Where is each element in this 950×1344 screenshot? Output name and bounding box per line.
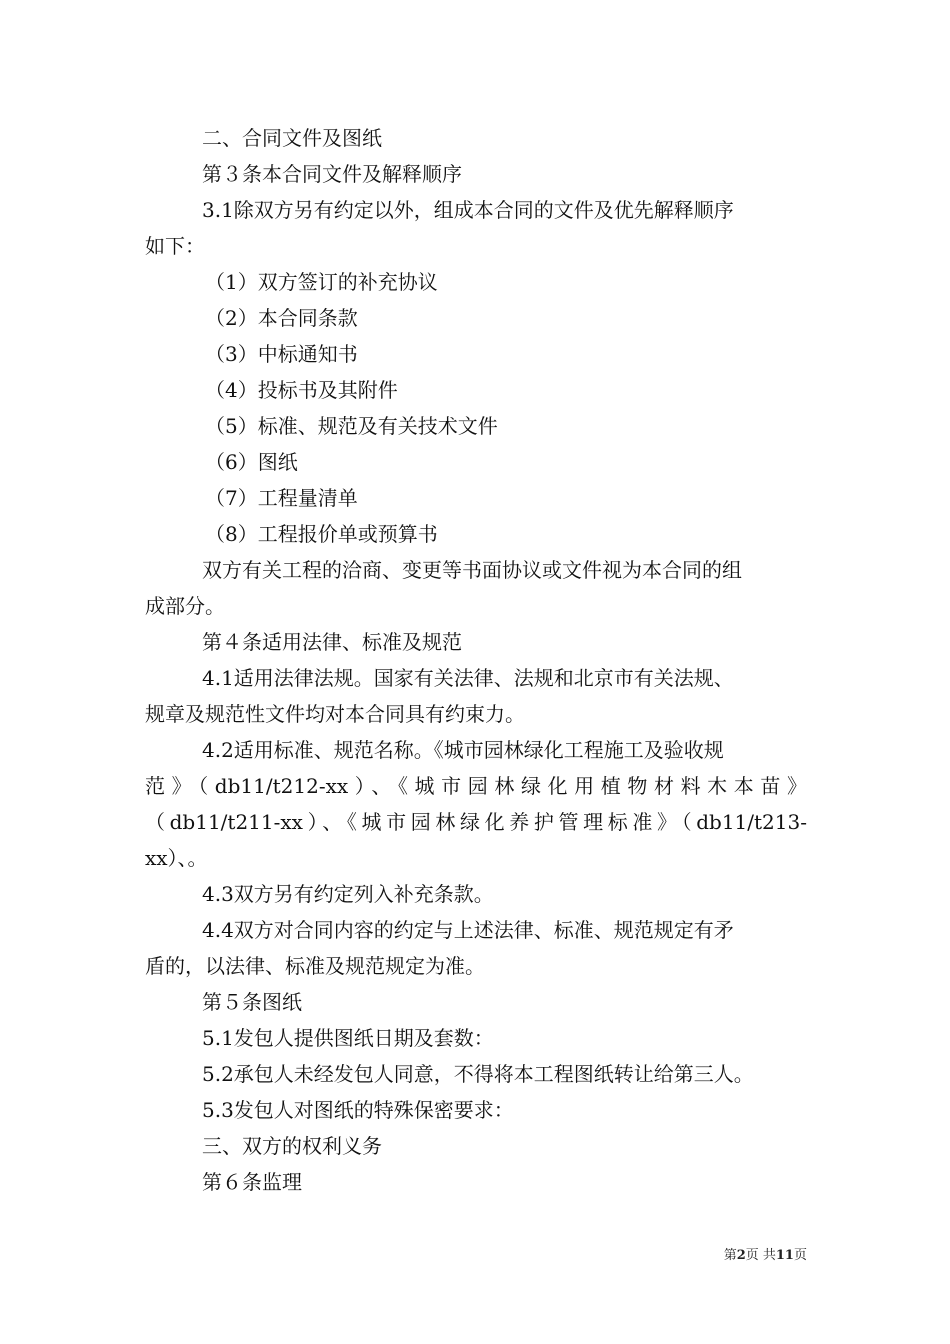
- list-item: （4）投标书及其附件: [205, 378, 398, 402]
- section-heading: 三、双方的权利义务: [202, 1134, 382, 1158]
- list-item: （1）双方签订的补充协议: [205, 270, 438, 294]
- paragraph-line: 5.2承包人未经发包人同意，不得将本工程图纸转让给第三人。: [202, 1062, 754, 1086]
- page-number-middle: 页 共: [745, 1248, 776, 1263]
- paragraph-line: 盾的，以法律、标准及规范规定为准。: [145, 954, 485, 978]
- paragraph-line: 4.3双方另有约定列入补充条款。: [202, 882, 494, 906]
- paragraph-line: 范》（db11/t212-xx）、《城市园林绿化用植物材料木本苗》: [145, 774, 807, 798]
- paragraph-line: 规章及规范性文件均对本合同具有约束力。: [145, 702, 525, 726]
- article-heading: 第５条图纸: [202, 990, 302, 1014]
- paragraph-line: （db11/t211-xx）、《城市园林绿化养护管理标准》（db11/t213-: [145, 810, 807, 834]
- list-item: （2）本合同条款: [205, 306, 358, 330]
- page-number-prefix: 第: [723, 1248, 737, 1263]
- paragraph-line: 5.1发包人提供图纸日期及套数：: [202, 1026, 494, 1050]
- paragraph-line: 成部分。: [145, 594, 225, 618]
- list-item: （6）图纸: [205, 450, 298, 474]
- list-item: （7）工程量清单: [205, 486, 358, 510]
- list-item: （5）标准、规范及有关技术文件: [205, 414, 498, 438]
- paragraph-line: 如下：: [145, 234, 205, 258]
- document-body: [145, 120, 807, 1200]
- list-item: （8）工程报价单或预算书: [205, 522, 438, 546]
- paragraph-line: xx）、。: [145, 846, 208, 870]
- list-item: （3）中标通知书: [205, 342, 358, 366]
- paragraph-line: 4.2适用标准、规范名称。《城市园林绿化工程施工及验收规: [202, 738, 724, 762]
- article-heading: 第３条本合同文件及解释顺序: [202, 162, 462, 186]
- total-pages: 11: [775, 1248, 794, 1263]
- page-number: [707, 1247, 807, 1265]
- current-page: 2: [736, 1248, 746, 1263]
- page-number-suffix: 页: [793, 1248, 807, 1263]
- paragraph-line: 3.1除双方另有约定以外，组成本合同的文件及优先解释顺序: [202, 198, 734, 222]
- article-heading: 第６条监理: [202, 1170, 302, 1194]
- paragraph-line: 5.3发包人对图纸的特殊保密要求：: [202, 1098, 514, 1122]
- paragraph-line: 4.1适用法律法规。国家有关法律、法规和北京市有关法规、: [202, 666, 734, 690]
- section-heading: 二、合同文件及图纸: [202, 126, 382, 150]
- article-heading: 第４条适用法律、标准及规范: [202, 630, 462, 654]
- paragraph-line: 双方有关工程的洽商、变更等书面协议或文件视为本合同的组: [202, 558, 742, 582]
- paragraph-line: 4.4双方对合同内容的约定与上述法律、标准、规范规定有矛: [202, 918, 734, 942]
